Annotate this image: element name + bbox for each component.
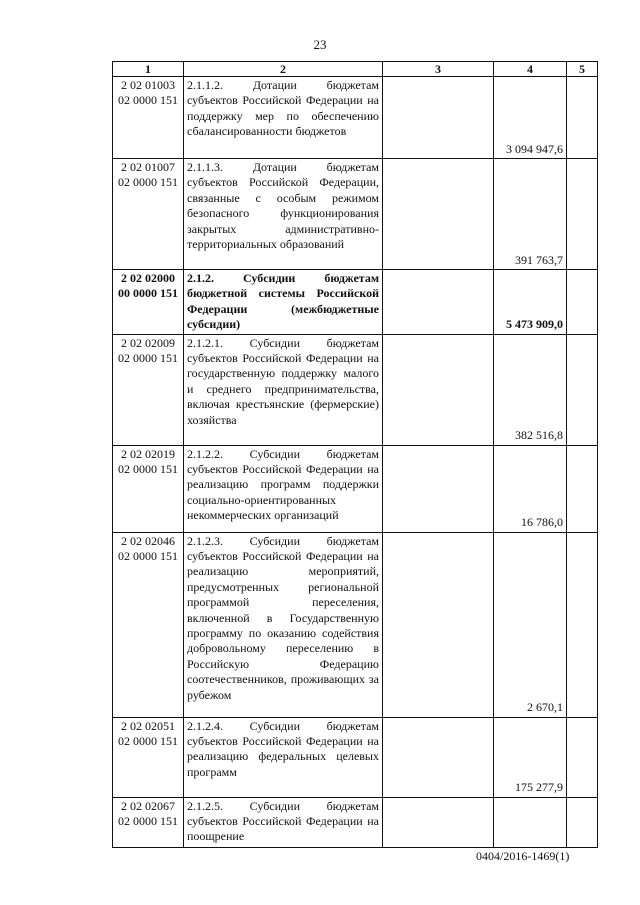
column-5-cell [567, 445, 598, 532]
budget-table [112, 61, 598, 848]
budget-code-cell: 2 02 02067 02 0000 151 [113, 797, 184, 847]
amount-cell: 391 763,7 [494, 159, 567, 270]
amount-cell: 3 094 947,6 [494, 77, 567, 159]
column-header-1: 1 [113, 62, 184, 77]
column-header-3: 3 [383, 62, 494, 77]
table-row [113, 334, 598, 445]
column-5-cell [567, 797, 598, 847]
column-5-cell [567, 159, 598, 270]
column-header-4: 4 [494, 62, 567, 77]
description-cell: 2.1.2.5. Субсидии бюджетам субъектов Российской Федерации на поощрение [184, 797, 383, 847]
column-5-cell [567, 270, 598, 335]
budget-code-cell: 2 02 02009 02 0000 151 [113, 334, 184, 445]
document-code: 0404/2016-1469(1) [476, 849, 570, 863]
column-3-cell [383, 159, 494, 270]
amount-cell: 2 670,1 [494, 532, 567, 717]
column-3-cell [383, 334, 494, 445]
table-row [113, 445, 598, 532]
column-3-cell [383, 270, 494, 335]
column-3-cell [383, 532, 494, 717]
column-5-cell [567, 77, 598, 159]
amount-cell: 5 473 909,0 [494, 270, 567, 335]
column-3-cell [383, 77, 494, 159]
description-cell: 2.1.1.3. Дотации бюджетам субъектов Российской Федерации, связанные с особым режимом безопасного функционирования закрытых административно-территориальных образований [184, 159, 383, 270]
description-cell: 2.1.2.4. Субсидии бюджетам субъектов Российской Федерации на реализацию федеральных целевых программ [184, 717, 383, 797]
budget-code-cell: 2 02 02046 02 0000 151 [113, 532, 184, 717]
table-row [113, 159, 598, 270]
amount-cell: 16 786,0 [494, 445, 567, 532]
table-row [113, 797, 598, 847]
column-5-cell [567, 532, 598, 717]
description-cell: 2.1.2.2. Субсидии бюджетам субъектов Российской Федерации на реализацию программ поддержки социально-ориентированных некоммерческих организаций [184, 445, 383, 532]
column-header-5: 5 [567, 62, 598, 77]
amount-cell: 175 277,9 [494, 717, 567, 797]
budget-code-cell: 2 02 02000 00 0000 151 [113, 270, 184, 335]
budget-code-cell: 2 02 02051 02 0000 151 [113, 717, 184, 797]
page-number: 23 [313, 37, 327, 52]
budget-code-cell: 2 02 02019 02 0000 151 [113, 445, 184, 532]
description-cell: 2.1.2. Субсидии бюджетам бюджетной системы Российской Федерации (межбюджетные субсидии) [184, 270, 383, 335]
amount-cell: 382 516,8 [494, 334, 567, 445]
description-cell: 2.1.2.1. Субсидии бюджетам субъектов Российской Федерации на государственную поддержку малого и среднего предпринимательства, включая крестьянские (фермерские) хозяйства [184, 334, 383, 445]
column-3-cell [383, 797, 494, 847]
table-row [113, 270, 598, 335]
table-header-row [113, 62, 598, 77]
column-3-cell [383, 717, 494, 797]
budget-code-cell: 2 02 01003 02 0000 151 [113, 77, 184, 159]
column-3-cell [383, 445, 494, 532]
description-cell: 2.1.1.2. Дотации бюджетам субъектов Российской Федерации на поддержку мер по обеспечению сбалансированности бюджетов [184, 77, 383, 159]
column-5-cell [567, 717, 598, 797]
description-cell: 2.1.2.3. Субсидии бюджетам субъектов Российской Федерации на реализацию мероприятий, предусмотренных региональной программой переселения, включенной в Государственную программу по оказанию содействия добровольному переселению в Российскую Федерацию соотечественников, проживающих за рубежом [184, 532, 383, 717]
table-row [113, 532, 598, 717]
table-row [113, 717, 598, 797]
column-5-cell [567, 334, 598, 445]
column-header-2: 2 [184, 62, 383, 77]
table-row [113, 77, 598, 159]
amount-cell [494, 797, 567, 847]
budget-code-cell: 2 02 01007 02 0000 151 [113, 159, 184, 270]
